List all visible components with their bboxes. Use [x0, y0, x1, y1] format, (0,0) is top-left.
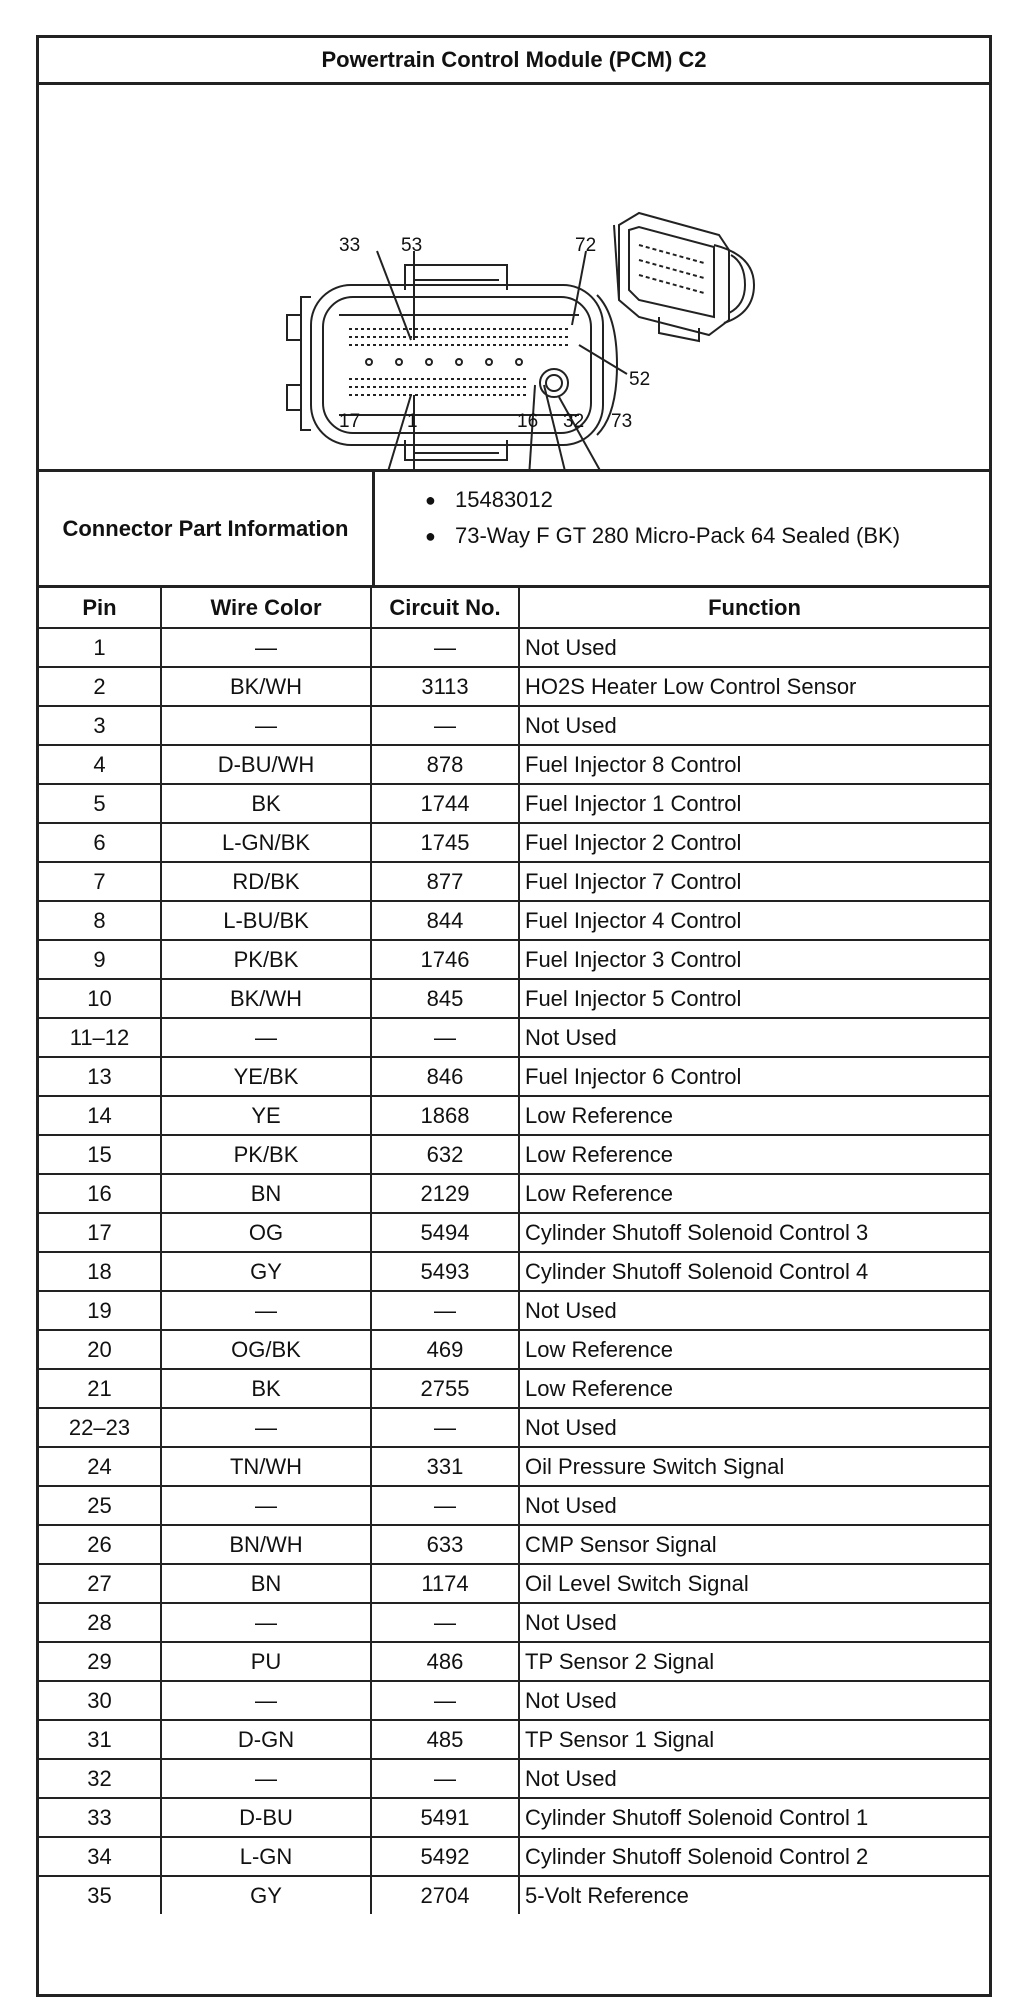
cell-function: Not Used	[519, 1018, 989, 1057]
cell-circuit-no: —	[371, 1681, 519, 1720]
table-row	[39, 979, 989, 1018]
cell-circuit-no: —	[371, 706, 519, 745]
pin-label-16: 16	[517, 411, 539, 432]
cell-circuit-no: 1868	[371, 1096, 519, 1135]
cell-function: 5-Volt Reference	[519, 1876, 989, 1914]
pin-label-52: 52	[629, 369, 651, 390]
cell-circuit-no: 5493	[371, 1252, 519, 1291]
table-row	[39, 628, 989, 667]
cell-pin: 32	[39, 1759, 161, 1798]
cell-function: TP Sensor 1 Signal	[519, 1720, 989, 1759]
cell-circuit-no: 5491	[371, 1798, 519, 1837]
cell-pin: 19	[39, 1291, 161, 1330]
cell-function: Fuel Injector 3 Control	[519, 940, 989, 979]
cell-wire-color: BK	[161, 784, 371, 823]
cell-pin: 31	[39, 1720, 161, 1759]
connector-part-info	[39, 472, 989, 588]
table-body	[39, 628, 989, 1914]
cell-pin: 27	[39, 1564, 161, 1603]
cell-pin: 3	[39, 706, 161, 745]
table-row	[39, 667, 989, 706]
cell-wire-color: PK/BK	[161, 1135, 371, 1174]
cell-wire-color: BK	[161, 1369, 371, 1408]
cell-circuit-no: 469	[371, 1330, 519, 1369]
cell-wire-color: OG/BK	[161, 1330, 371, 1369]
table-row	[39, 1642, 989, 1681]
cell-pin: 20	[39, 1330, 161, 1369]
table-row	[39, 940, 989, 979]
cell-pin: 11–12	[39, 1018, 161, 1057]
cell-pin: 29	[39, 1642, 161, 1681]
cell-circuit-no: 845	[371, 979, 519, 1018]
table-row	[39, 1681, 989, 1720]
pin-label-1: 1	[407, 411, 418, 432]
cell-circuit-no: 846	[371, 1057, 519, 1096]
cell-pin: 22–23	[39, 1408, 161, 1447]
table-row	[39, 1369, 989, 1408]
cell-wire-color: L-BU/BK	[161, 901, 371, 940]
cell-wire-color: L-GN	[161, 1837, 371, 1876]
cell-circuit-no: —	[371, 1759, 519, 1798]
cell-function: HO2S Heater Low Control Sensor	[519, 667, 989, 706]
table-row	[39, 1876, 989, 1914]
cell-wire-color: BN	[161, 1564, 371, 1603]
cell-circuit-no: 2704	[371, 1876, 519, 1914]
cell-circuit-no: 878	[371, 745, 519, 784]
cell-pin: 33	[39, 1798, 161, 1837]
cell-pin: 21	[39, 1369, 161, 1408]
connector-drawing	[39, 85, 989, 469]
pin-label-73: 73	[611, 411, 633, 432]
cell-wire-color: D-BU	[161, 1798, 371, 1837]
cell-circuit-no: 485	[371, 1720, 519, 1759]
table-row	[39, 1252, 989, 1291]
cell-pin: 15	[39, 1135, 161, 1174]
cell-function: Oil Level Switch Signal	[519, 1564, 989, 1603]
cell-pin: 28	[39, 1603, 161, 1642]
cell-function: Fuel Injector 8 Control	[519, 745, 989, 784]
cell-function: Not Used	[519, 1486, 989, 1525]
cell-wire-color: OG	[161, 1213, 371, 1252]
cell-pin: 35	[39, 1876, 161, 1914]
bullet-icon: ●	[425, 489, 436, 510]
cell-circuit-no: —	[371, 628, 519, 667]
pin-label-32: 32	[563, 411, 585, 432]
cell-function: Fuel Injector 4 Control	[519, 901, 989, 940]
table-row	[39, 1798, 989, 1837]
connector-diagram	[39, 85, 989, 472]
cell-circuit-no: 486	[371, 1642, 519, 1681]
table-row	[39, 1018, 989, 1057]
table-row	[39, 1330, 989, 1369]
table-row	[39, 862, 989, 901]
bullet-icon: ●	[425, 525, 436, 546]
cell-function: Not Used	[519, 1408, 989, 1447]
table-row	[39, 901, 989, 940]
cell-circuit-no: 1744	[371, 784, 519, 823]
cell-circuit-no: 5494	[371, 1213, 519, 1252]
cell-function: Low Reference	[519, 1135, 989, 1174]
cell-wire-color: D-GN	[161, 1720, 371, 1759]
cell-circuit-no: —	[371, 1018, 519, 1057]
pinout-table	[39, 588, 989, 1914]
cell-wire-color: YE	[161, 1096, 371, 1135]
cell-pin: 1	[39, 628, 161, 667]
table-row	[39, 1057, 989, 1096]
cell-wire-color: —	[161, 706, 371, 745]
cell-function: Not Used	[519, 1681, 989, 1720]
cell-wire-color: —	[161, 1486, 371, 1525]
cell-function: Fuel Injector 5 Control	[519, 979, 989, 1018]
pin-rows	[349, 329, 569, 395]
table-row	[39, 1564, 989, 1603]
cell-wire-color: BK/WH	[161, 667, 371, 706]
table-row	[39, 1096, 989, 1135]
cell-circuit-no: 5492	[371, 1837, 519, 1876]
cell-wire-color: —	[161, 1681, 371, 1720]
pin-label-72: 72	[575, 235, 597, 256]
cell-function: Not Used	[519, 1291, 989, 1330]
table-row	[39, 1486, 989, 1525]
table-row	[39, 1291, 989, 1330]
cell-pin: 17	[39, 1213, 161, 1252]
table-row	[39, 1408, 989, 1447]
cell-function: Not Used	[519, 1759, 989, 1798]
table-header-row	[39, 588, 989, 628]
cell-circuit-no: 331	[371, 1447, 519, 1486]
table-row	[39, 1720, 989, 1759]
cell-pin: 18	[39, 1252, 161, 1291]
connector-description: 73-Way F GT 280 Micro-Pack 64 Sealed (BK)	[455, 523, 901, 548]
cell-circuit-no: 632	[371, 1135, 519, 1174]
cell-function: Fuel Injector 1 Control	[519, 784, 989, 823]
cell-function: TP Sensor 2 Signal	[519, 1642, 989, 1681]
cell-function: Fuel Injector 2 Control	[519, 823, 989, 862]
cell-circuit-no: 633	[371, 1525, 519, 1564]
header-pin: Pin	[39, 588, 161, 628]
cell-wire-color: PU	[161, 1642, 371, 1681]
cell-wire-color: BN/WH	[161, 1525, 371, 1564]
cell-circuit-no: 2755	[371, 1369, 519, 1408]
cell-function: Not Used	[519, 628, 989, 667]
cell-circuit-no: 1746	[371, 940, 519, 979]
cell-pin: 34	[39, 1837, 161, 1876]
cell-pin: 8	[39, 901, 161, 940]
cell-pin: 30	[39, 1681, 161, 1720]
cell-pin: 5	[39, 784, 161, 823]
cell-circuit-no: —	[371, 1486, 519, 1525]
cell-function: Low Reference	[519, 1369, 989, 1408]
cell-wire-color: PK/BK	[161, 940, 371, 979]
cell-wire-color: —	[161, 1759, 371, 1798]
cell-function: Oil Pressure Switch Signal	[519, 1447, 989, 1486]
cell-function: Cylinder Shutoff Solenoid Control 2	[519, 1837, 989, 1876]
cell-wire-color: —	[161, 1408, 371, 1447]
cell-function: Low Reference	[519, 1096, 989, 1135]
cell-pin: 6	[39, 823, 161, 862]
table-row	[39, 784, 989, 823]
pin-label-53: 53	[401, 235, 423, 256]
cell-circuit-no: 1174	[371, 1564, 519, 1603]
cell-wire-color: D-BU/WH	[161, 745, 371, 784]
table-row	[39, 1603, 989, 1642]
cell-pin: 13	[39, 1057, 161, 1096]
cell-wire-color: RD/BK	[161, 862, 371, 901]
table-row	[39, 706, 989, 745]
table-row	[39, 1213, 989, 1252]
header-wire-color: Wire Color	[161, 588, 371, 628]
list-item	[375, 482, 989, 518]
cell-pin: 7	[39, 862, 161, 901]
cell-wire-color: —	[161, 628, 371, 667]
table-row	[39, 745, 989, 784]
cell-circuit-no: —	[371, 1603, 519, 1642]
cell-wire-color: BK/WH	[161, 979, 371, 1018]
table-row	[39, 1759, 989, 1798]
cell-wire-color: TN/WH	[161, 1447, 371, 1486]
cell-circuit-no: 877	[371, 862, 519, 901]
cell-pin: 4	[39, 745, 161, 784]
connector-info-list	[375, 472, 989, 585]
table-row	[39, 823, 989, 862]
cell-pin: 16	[39, 1174, 161, 1213]
header-circuit-no: Circuit No.	[371, 588, 519, 628]
cell-wire-color: GY	[161, 1876, 371, 1914]
table-row	[39, 1174, 989, 1213]
cell-pin: 9	[39, 940, 161, 979]
cell-wire-color: —	[161, 1603, 371, 1642]
cell-pin: 26	[39, 1525, 161, 1564]
table-row	[39, 1525, 989, 1564]
cell-circuit-no: 844	[371, 901, 519, 940]
cell-function: Low Reference	[519, 1330, 989, 1369]
cell-wire-color: L-GN/BK	[161, 823, 371, 862]
cell-wire-color: YE/BK	[161, 1057, 371, 1096]
cell-function: Fuel Injector 7 Control	[519, 862, 989, 901]
pin-label-33: 33	[339, 235, 361, 256]
cell-pin: 25	[39, 1486, 161, 1525]
cell-pin: 2	[39, 667, 161, 706]
pin-label-17: 17	[339, 411, 361, 432]
cell-pin: 10	[39, 979, 161, 1018]
cell-function: Cylinder Shutoff Solenoid Control 4	[519, 1252, 989, 1291]
cell-wire-color: —	[161, 1291, 371, 1330]
cell-pin: 14	[39, 1096, 161, 1135]
cell-function: Not Used	[519, 1603, 989, 1642]
cell-function: CMP Sensor Signal	[519, 1525, 989, 1564]
cell-function: Not Used	[519, 706, 989, 745]
cell-function: Low Reference	[519, 1174, 989, 1213]
cell-circuit-no: —	[371, 1291, 519, 1330]
connector-info-label: Connector Part Information	[39, 472, 375, 585]
list-item	[375, 518, 989, 554]
cell-circuit-no: —	[371, 1408, 519, 1447]
cell-wire-color: —	[161, 1018, 371, 1057]
cell-function: Cylinder Shutoff Solenoid Control 1	[519, 1798, 989, 1837]
cell-circuit-no: 2129	[371, 1174, 519, 1213]
cell-function: Cylinder Shutoff Solenoid Control 3	[519, 1213, 989, 1252]
cell-wire-color: BN	[161, 1174, 371, 1213]
part-number: 15483012	[455, 487, 553, 512]
pinout-sheet	[36, 35, 992, 1997]
cell-wire-color: GY	[161, 1252, 371, 1291]
table-row	[39, 1135, 989, 1174]
header-function: Function	[519, 588, 989, 628]
cell-circuit-no: 3113	[371, 667, 519, 706]
cell-circuit-no: 1745	[371, 823, 519, 862]
table-row	[39, 1447, 989, 1486]
cell-pin: 24	[39, 1447, 161, 1486]
sheet-title: Powertrain Control Module (PCM) C2	[39, 38, 989, 85]
table-row	[39, 1837, 989, 1876]
cell-function: Fuel Injector 6 Control	[519, 1057, 989, 1096]
